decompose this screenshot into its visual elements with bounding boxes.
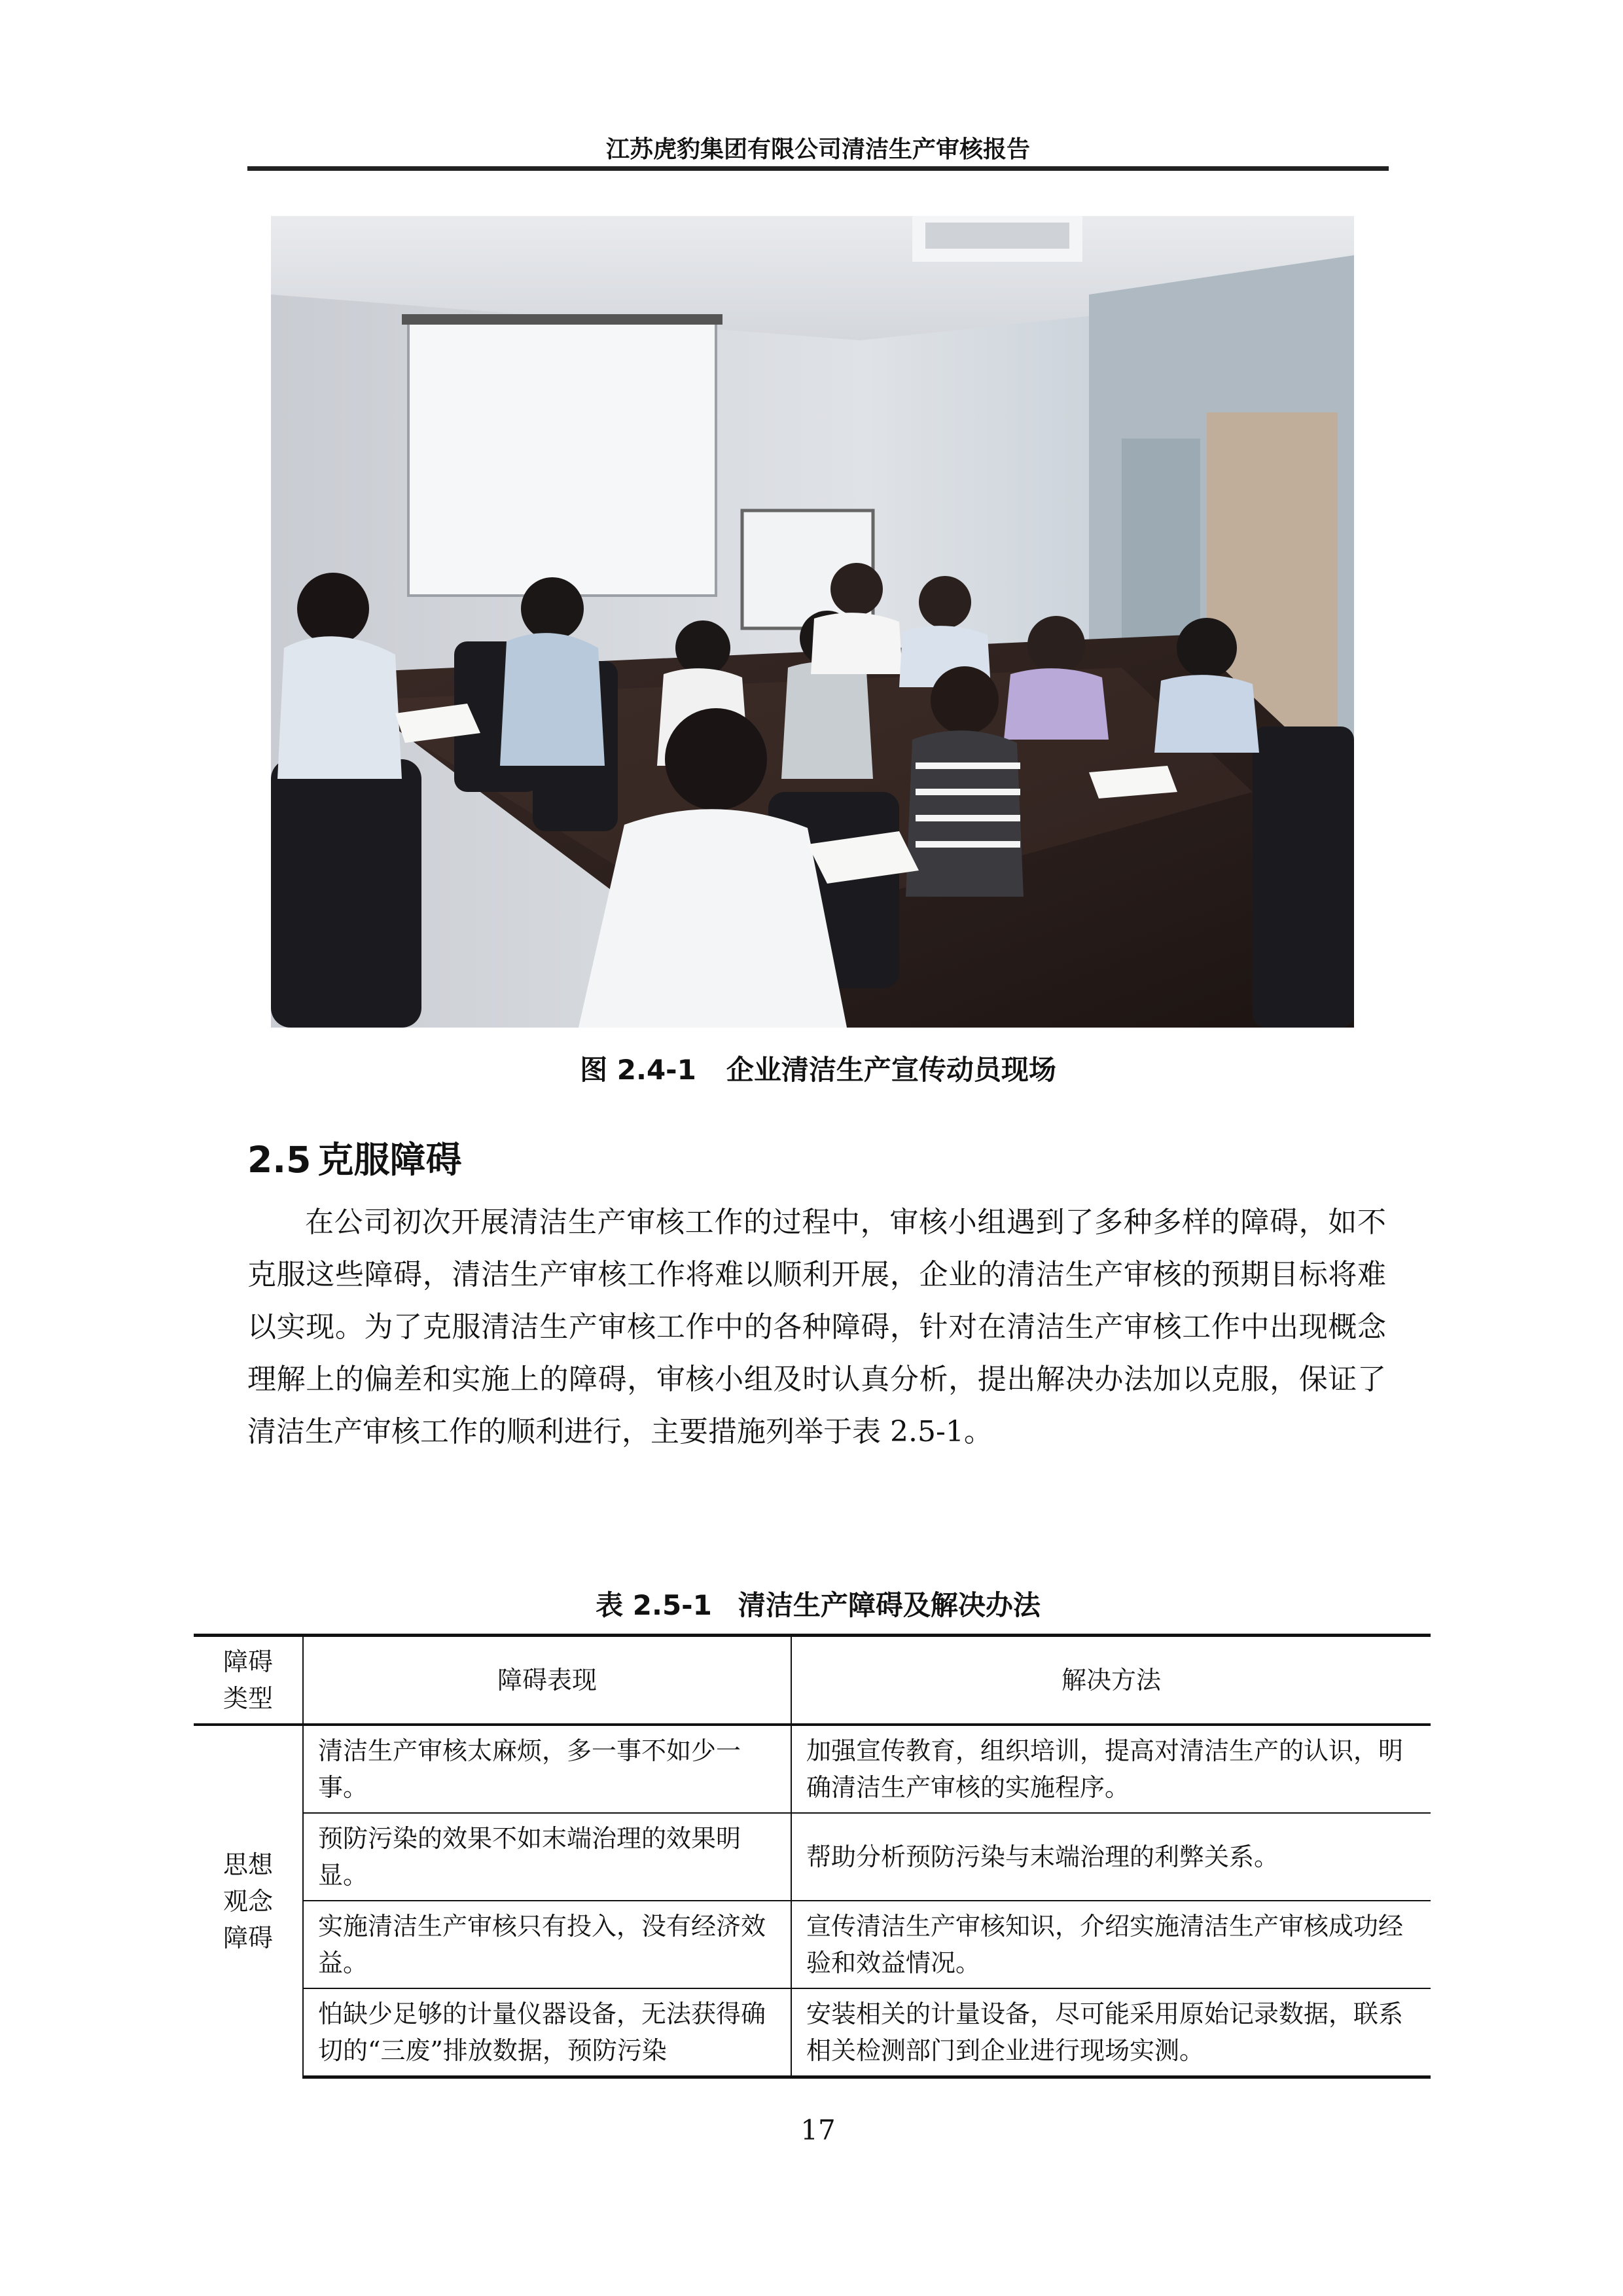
header-type-line: 类型 — [223, 1684, 273, 1713]
table-row — [194, 1725, 1431, 1813]
header-manifestation: 障碍表现 — [303, 1636, 791, 1725]
solution-cell: 宣传清洁生产审核知识，介绍实施清洁生产审核成功经验和效益情况。 — [791, 1901, 1431, 1988]
section-paragraph: 在公司初次开展清洁生产审核工作的过程中，审核小组遇到了多种多样的障碍，如不克服这些障碍，清洁生产审核工作将难以顺利开展，企业的清洁生产审核的预期目标将难以实现。为了克服清洁生产审核工作中的各种障碍，针对在清洁生产审核工作中出现概念理解上的偏差和实施上的障碍，审核小组及时认真分析，提出解决办法加以克服，保证了清洁生产审核工作的顺利进行，主要措施列举于表 2.5-1。 — [247, 1206, 1386, 1448]
table-row — [194, 1988, 1431, 2077]
manifestation-cell: 怕缺少足够的计量仪器设备，无法获得确切的“三废”排放数据，预防污染 — [303, 1988, 791, 2077]
manifestation-cell: 实施清洁生产审核只有投入，没有经济效益。 — [303, 1901, 791, 1988]
solution-cell: 安装相关的计量设备，尽可能采用原始记录数据，联系相关检测部门到企业进行现场实测。 — [791, 1988, 1431, 2077]
section-heading — [247, 1131, 461, 1183]
group-line: 障碍 — [223, 1924, 273, 1953]
page-number: 17 — [800, 2114, 836, 2146]
section-number: 2.5 — [247, 1139, 312, 1181]
table-row — [194, 1901, 1431, 1988]
header-obstacle-type — [194, 1636, 303, 1725]
table-number: 表 2.5-1 — [596, 1589, 712, 1621]
section-title-text: 克服障碍 — [317, 1139, 462, 1181]
header-solution: 解决方法 — [1061, 1666, 1161, 1695]
meeting-photo-illustration — [271, 216, 1354, 1028]
obstacle-table — [194, 1634, 1431, 2079]
figure-number: 图 2.4-1 — [580, 1054, 696, 1086]
header-type-line: 障碍 — [223, 1647, 273, 1676]
table-row — [194, 1813, 1431, 1901]
page-header-title: 江苏虎豹集团有限公司清洁生产审核报告 — [605, 136, 1030, 163]
manifestation-cell: 预防污染的效果不如末端治理的效果明显。 — [303, 1813, 791, 1901]
group-line: 观念 — [223, 1887, 273, 1916]
table-header-row — [194, 1636, 1431, 1725]
meeting-photo — [271, 216, 1354, 1028]
manifestation-cell: 清洁生产审核太麻烦，多一事不如少一事。 — [303, 1725, 791, 1813]
group-cell-ideology — [194, 1725, 303, 2077]
header-rule — [247, 166, 1389, 171]
figure-caption-text: 企业清洁生产宣传动员现场 — [726, 1054, 1056, 1086]
table-caption — [249, 1584, 1387, 1623]
table-caption-text: 清洁生产障碍及解决办法 — [738, 1589, 1041, 1621]
group-line: 思想 — [223, 1850, 273, 1880]
solution-cell: 帮助分析预防污染与末端治理的利弊关系。 — [791, 1813, 1431, 1901]
figure-caption — [249, 1049, 1387, 1088]
solution-cell: 加强宣传教育，组织培训，提高对清洁生产的认识，明确清洁生产审核的实施程序。 — [806, 1736, 1404, 1802]
